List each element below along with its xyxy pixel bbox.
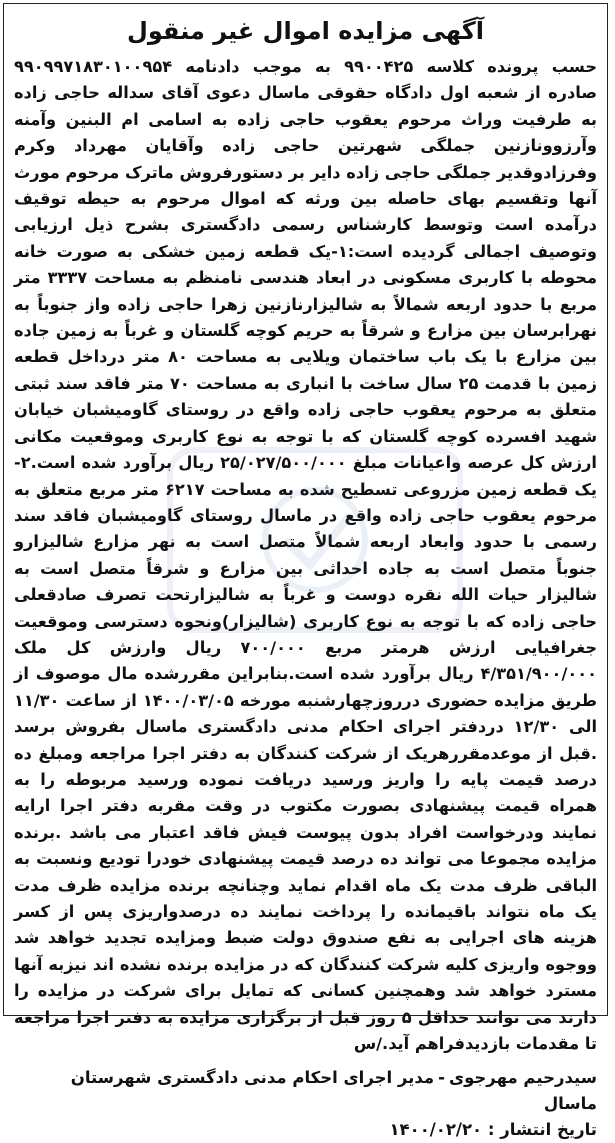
publish-date-label: تاریخ انتشار : (487, 1120, 597, 1140)
notice-title: آگهی مزایده اموال غیر منقول (127, 17, 484, 45)
auction-notice (3, 3, 608, 1140)
signature-line (14, 1065, 597, 1117)
signature-name: سیدرحیم مهرجوی (448, 1068, 597, 1088)
signature-role: مدیر اجرای احکام مدنی دادگستری شهرستان ماسال (70, 1068, 597, 1114)
notice-body: حسب پرونده کلاسه ۹۹۰۰۴۲۵ به موجب دادنامه ۹۹۰۹۹۷۱۸۳۰۱۰۰۹۵۴ صادره از شعبه اول دادگاه حقوقی ماسال دعوی آقای سداله حاجی زاده به طرفیت وراث مرحوم یعقوب حاجی زاده به اسامی ام البنین وآمنه وآرزوونازنین جملگی شهرتین حاجی زاده وآقایان مهرداد وکرم وفرزادوقدیر جملگی حاجی زاده دایر بر دستورفروش ماترک مرحوم مورث آنها وتقسیم بهای حاصله بین ورثه که اموال مرحوم به حیطه توقیف درآمده است وتوسط کارشناس رسمی دادگستری بشرح ذیل ارزیابی وتوصیف اجمالی گردیده است:۱-یک قطعه زمین خشکی به صورت خانه محوطه با کاربری مسکونی در ابعاد هندسی نامنظم به مساحت ۳۳۳۷ متر مربع با حدود اربعه شمالاً به شالیزارنازنین زهرا حاجی زاده واز جنوباً به نهرابرسان بین مزارع و شرقاً به حریم کوچه گلستان و غرباً به زمین جاده بین مزارع با یک باب ساختمان ویلایی به مساحت ۸۰ متر درداخل قطعه زمین با قدمت ۲۵ سال ساخت با انباری به مساحت ۷۰ متر فاقد سند ثبتی متعلق به مرحوم یعقوب حاجی زاده واقع در روستای گاومیشبان خیابان شهید افسرده کوچه گلستان که با توجه به نوع کاربری وموقعیت مکانی ارزش کل عرصه واعیانات مبلغ ۲۵/۰۲۷/۵۰۰/۰۰۰ ریال برآورد شده است.۲-یک قطعه زمین مزروعی تسطیح شده به مساحت ۶۲۱۷ متر مربع متعلق به مرحوم یعقوب حاجی زاده واقع در ماسال روستای گاومیشبان فاقد سند رسمی با حدود وابعاد اربعه شمالاً متصل است به نهر مزارع شالیزارو جنوباً متصل است به جاده احداثی بین مزارع و شرقاً متصل است به شالیزار حیات الله نقره دوست و غرباً به شالیزارتحت تصرف صادقعلی حاجی زاده که با توجه به نوع کاربری (شالیزار)ونحوه دسترسی وموقعیت جغرافیایی ارزش هرمتر مربع ۷۰۰/۰۰۰ ریال وارزش کل ملک ۴/۳۵۱/۹۰۰/۰۰۰ ریال برآورد شده است.بنابراین مقررشده مال موصوف از طریق مزایده حضوری درروزچهارشنبه مورخه ۱۴۰۰/۰۳/۰۵ از ساعت ۱۱/۳۰ الی ۱۲/۳۰ دردفتر اجرای احکام مدنی دادگستری ماسال بفروش برسد .قبل از موعدمقررهریک از شرکت کنندگان به دفتر اجرا مراجعه ومبلغ ده درصد قیمت پایه را واریز ورسید دریافت نموده ورسید مربوطه را به همراه قیمت پیشنهادی بصورت مکتوب در وقت مقربه دفتر اجرا ارایه نمایند ودرخواست افراد بدون پیوست فیش فاقد اعتبار می باشد .برنده مزایده مجموعا می تواند ده درصد قیمت پیشنهادی خودرا تودیع ونسبت به الباقی ظرف مدت یک ماه اقدام نماید وچنانچه برنده مزایده ظرف مدت یک ماه نتواند باقیمانده را پرداخت نمایند ده درصدواریزی پس از کسر هزینه های اجرایی به نفع صندوق دولت ضبط ومزایده تجدید خواهد شد ووجوه واریزی کلیه شرکت کنندگان که در مزایده برنده نشده اند نیزبه آنها مسترد خواهد شد وهمچنین کسانی که تمایل برای شرکت در مزایده را دارند می توانند حداقل ۵ روز قبل از برگزاری مزایده به دفتر اجرا مراجعه تا مقدمات بازدیدفراهم آید./س (14, 57, 597, 1054)
publish-date-line (14, 1117, 597, 1143)
publish-date-value: ۱۴۰۰/۰۲/۲۰ (389, 1120, 483, 1140)
signature-separator: - (438, 1068, 445, 1088)
